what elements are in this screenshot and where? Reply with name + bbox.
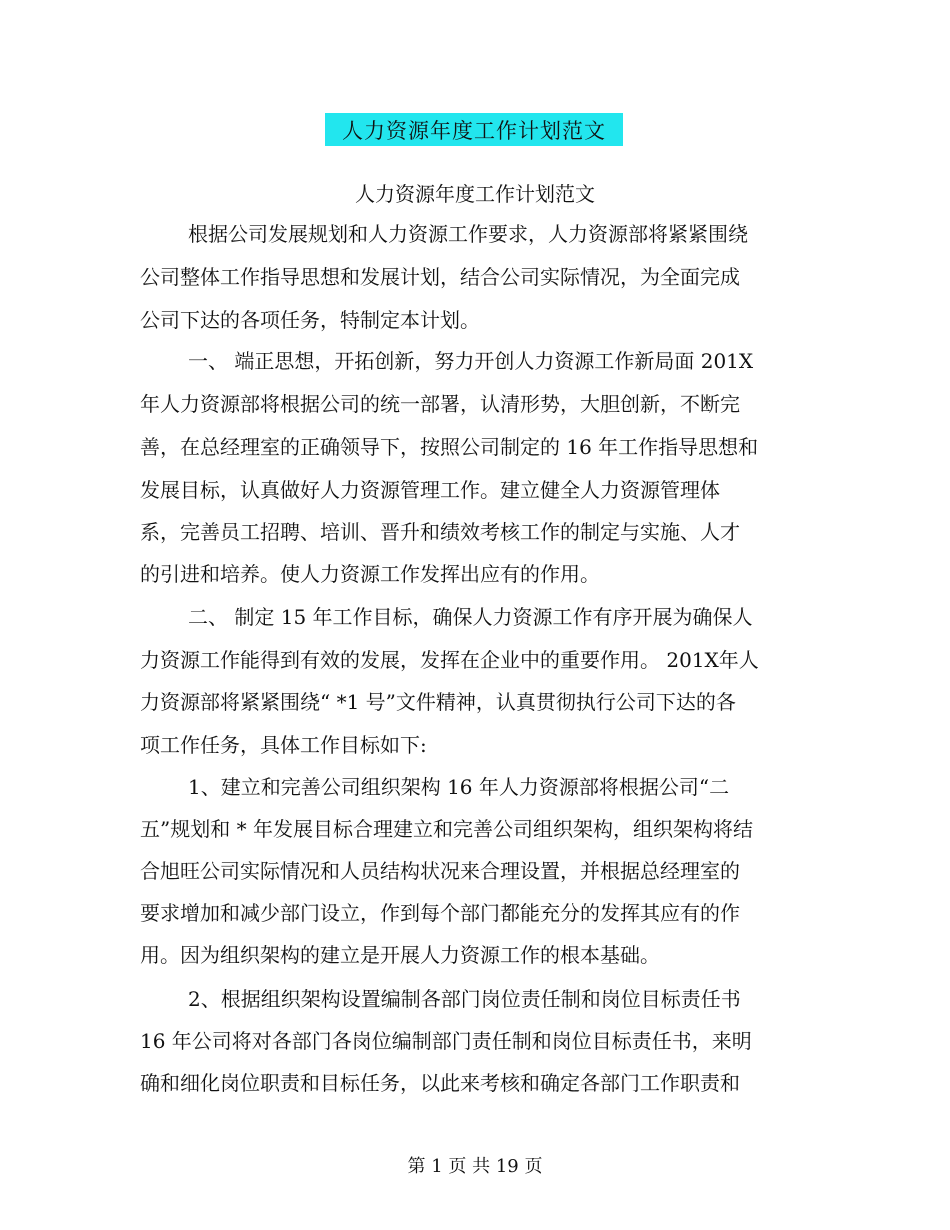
body-line: 要求增加和减少部门设立，作到每个部门都能充分的发挥其应有的作 xyxy=(140,901,740,925)
body-line: 项工作任务，具体工作目标如下: xyxy=(140,733,427,757)
title-highlight xyxy=(325,113,623,146)
body-line: 根据公司发展规划和人力资源工作要求，人力资源部将紧紧围绕 xyxy=(188,222,748,246)
body-line: 公司整体工作指导思想和发展计划，结合公司实际情况，为全面完成 xyxy=(140,265,740,289)
body-line: 用。因为组织架构的建立是开展人力资源工作的根本基础。 xyxy=(140,943,660,967)
body-line: 16 年公司将对各部门各岗位编制部门责任制和岗位目标责任书，来明 xyxy=(140,1029,752,1053)
body-line: 力资源工作能得到有效的发展，发挥在企业中的重要作用。 201X年人 xyxy=(140,648,759,672)
body-line: 年人力资源部将根据公司的统一部署，认清形势，大胆创新，不断完 xyxy=(140,392,740,416)
document-title: 人力资源年度工作计划范文 xyxy=(342,118,606,143)
section-heading: 二、 制定 15 年工作目标，确保人力资源工作有序开展为确保人 xyxy=(188,605,753,629)
body-line: 发展目标，认真做好人力资源管理工作。建立健全人力资源管理体 xyxy=(140,478,720,502)
body-line: 善，在总经理室的正确领导下，按照公司制定的 16 年工作指导思想和 xyxy=(140,435,759,459)
body-line: 合旭旺公司实际情况和人员结构状况来合理设置，并根据总经理室的 xyxy=(140,859,740,883)
body-line: 五”规划和 * 年发展目标合理建立和完善公司组织架构，组织架构将结 xyxy=(140,817,753,841)
body-line: 确和细化岗位职责和目标任务，以此来考核和确定各部门工作职责和 xyxy=(140,1071,740,1095)
subsection-heading: 1、建立和完善公司组织架构 16 年人力资源部将根据公司“二 xyxy=(188,775,730,799)
body-line: 的引进和培养。使人力资源工作发挥出应有的作用。 xyxy=(140,562,600,586)
subsection-heading: 2、根据组织架构设置编制各部门岗位责任制和岗位目标责任书 xyxy=(188,987,741,1011)
page-footer: 第 1 页 共 19 页 xyxy=(407,1156,543,1177)
body-line: 力资源部将紧紧围绕“ *1 号”文件精神，认真贯彻执行公司下达的各 xyxy=(140,690,736,714)
document-subtitle: 人力资源年度工作计划范文 xyxy=(355,182,595,206)
section-heading: 一、 端正思想，开拓创新，努力开创人力资源工作新局面 201X xyxy=(188,349,754,373)
body-line: 系，完善员工招聘、培训、晋升和绩效考核工作的制定与实施、人才 xyxy=(140,520,740,544)
body-line: 公司下达的各项任务，特制定本计划。 xyxy=(140,308,480,332)
